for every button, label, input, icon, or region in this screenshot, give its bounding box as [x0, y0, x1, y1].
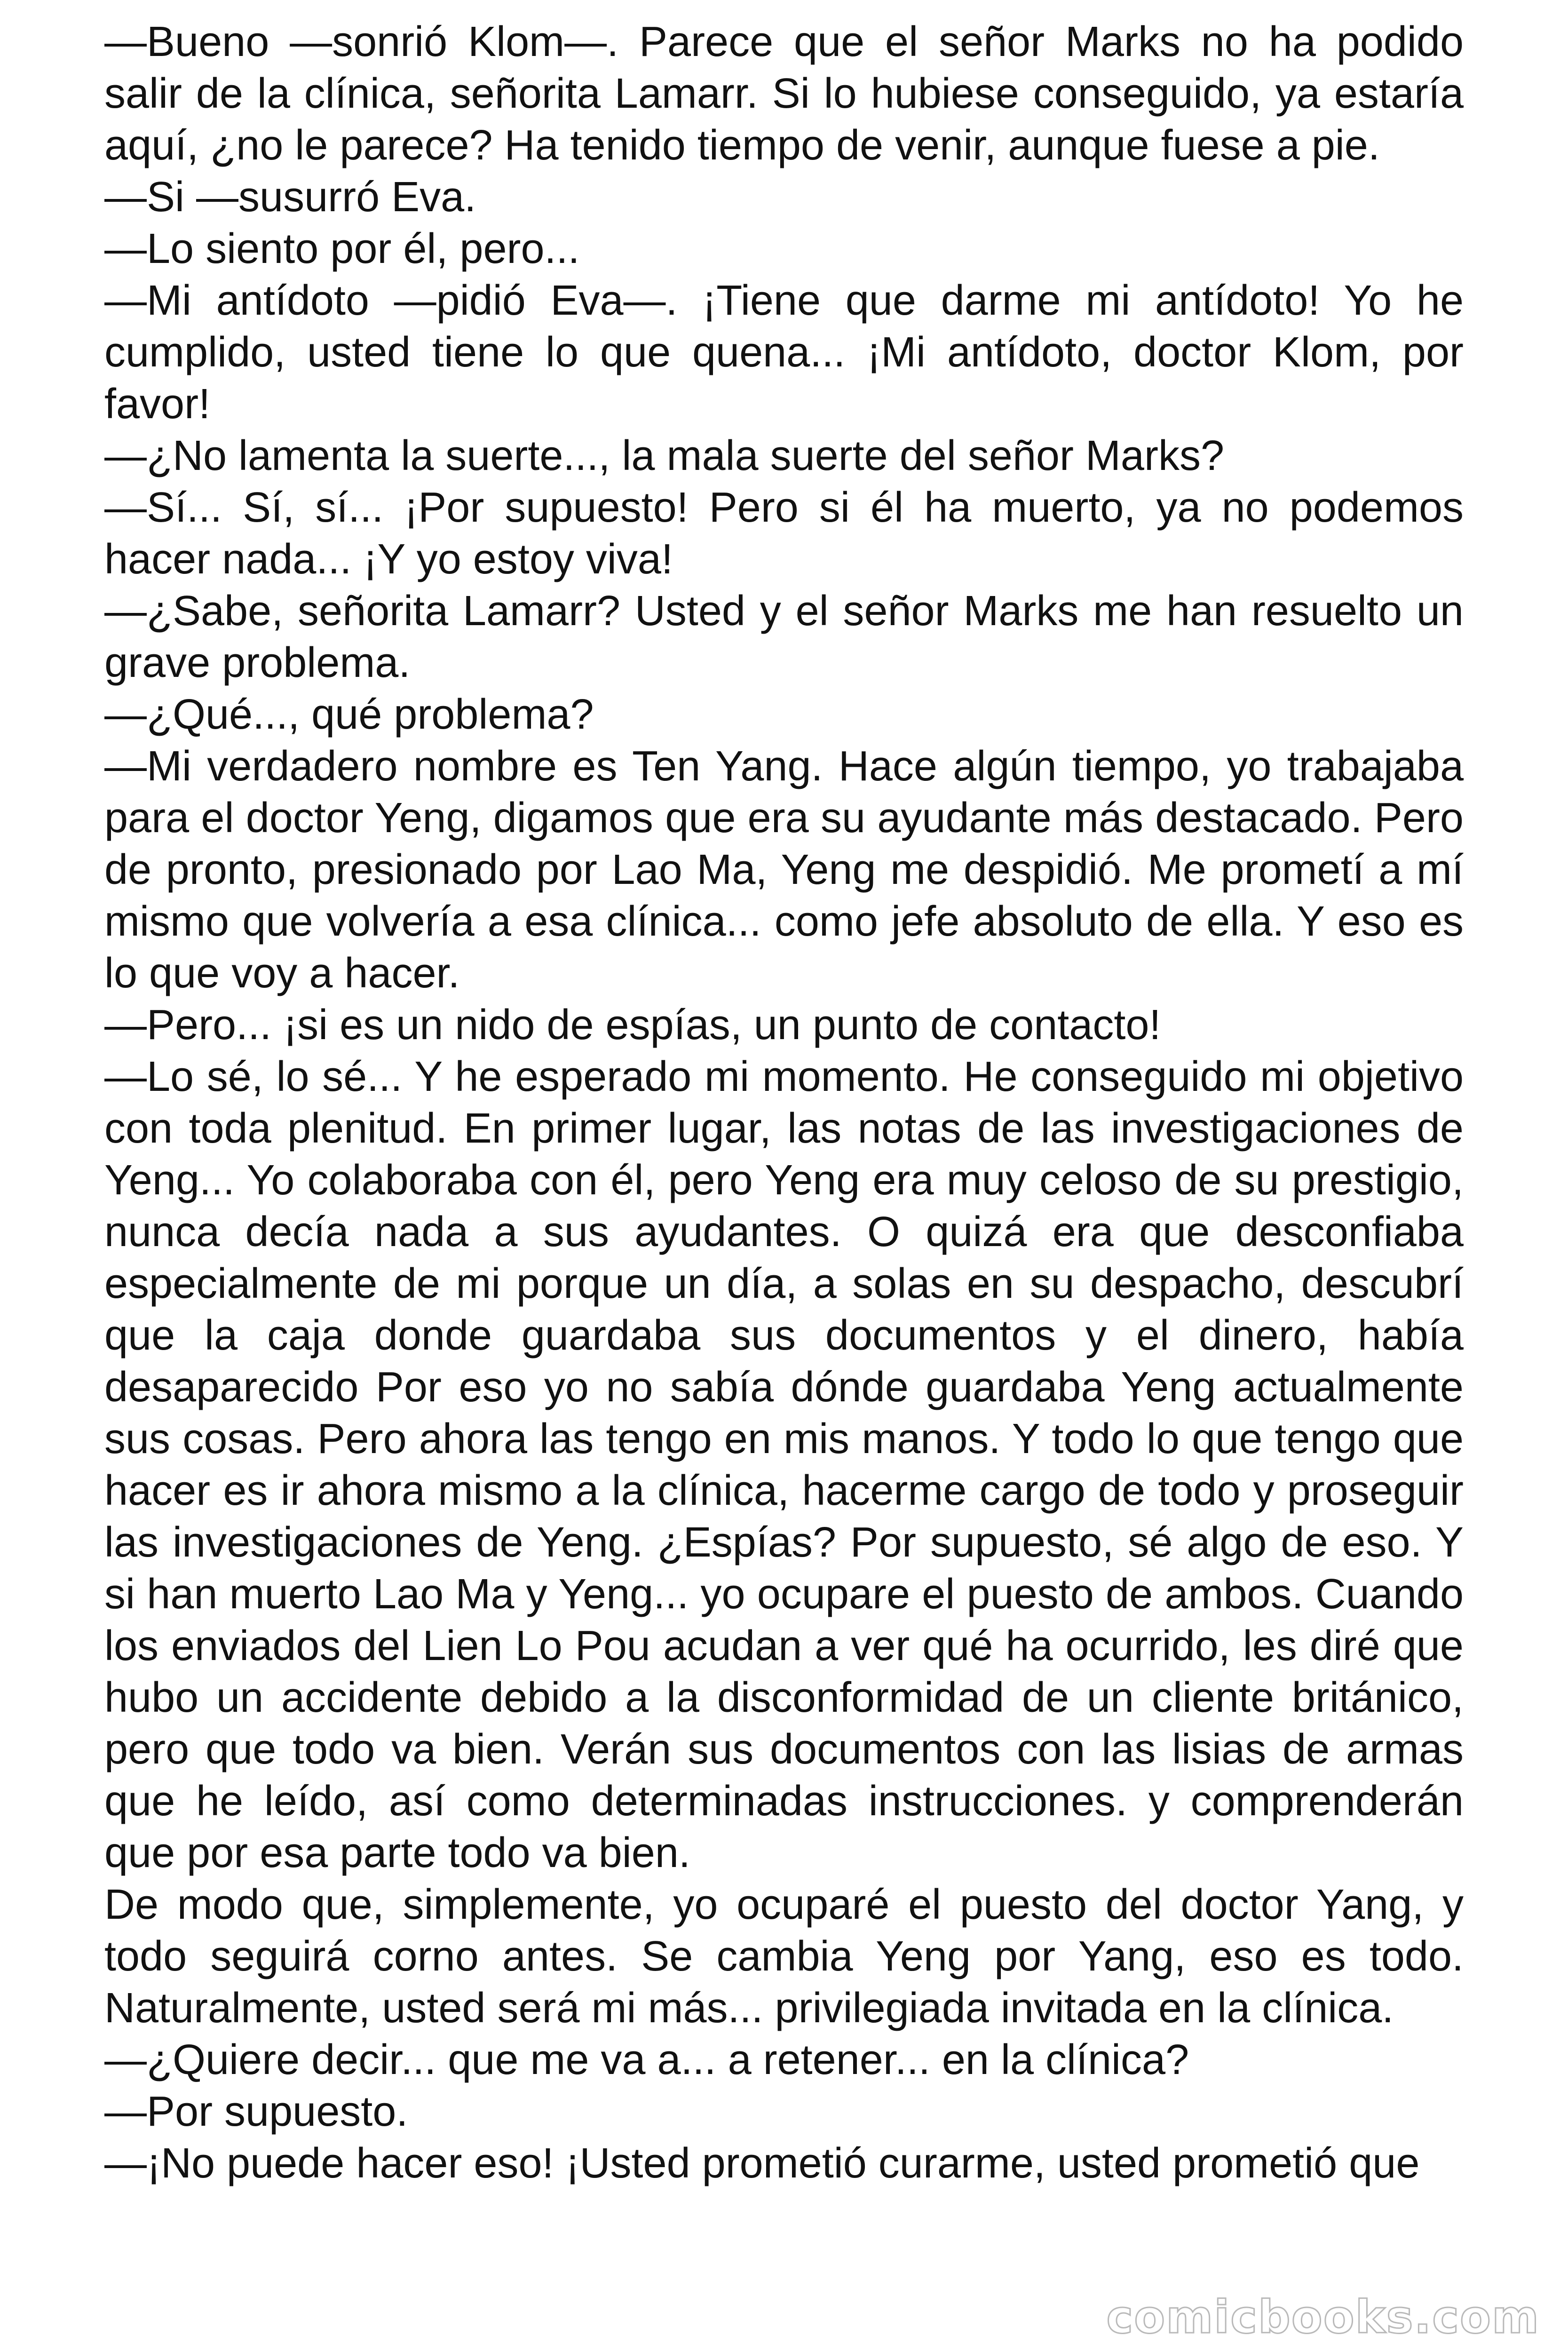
- paragraph: —Sí... Sí, sí... ¡Por supuesto! Pero si él ha muerto, ya no podemos hacer nada... ¡Y yo estoy viva!: [104, 484, 1464, 583]
- paragraph: —Pero... ¡si es un nido de espías, un punto de contacto!: [104, 1001, 1161, 1049]
- paragraph: —Lo siento por él, pero...: [104, 225, 580, 272]
- paragraph: —¿Quiere decir... que me va a... a retener... en la clínica?: [104, 2036, 1189, 2083]
- paragraph: —Por supuesto.: [104, 2088, 408, 2135]
- paragraph: —Bueno —sonrió Klom—. Parece que el señor Marks no ha podido salir de la clínica, señorita Lamarr. Si lo hubiese conseguido, ya estaría aquí, ¿no le parece? Ha tenido tiempo de venir, aunque fuese a pie.: [104, 18, 1464, 169]
- paragraph: —Mi antídoto —pidió Eva—. ¡Tiene que darme mi antídoto! Yo he cumplido, usted tiene lo que quena... ¡Mi antídoto, doctor Klom, por favor!: [104, 277, 1464, 428]
- paragraph: —¡No puede hacer eso! ¡Usted prometió curarme, usted prometió que: [104, 2140, 1420, 2187]
- paragraph: De modo que, simplemente, yo ocuparé el puesto del doctor Yang, y todo seguirá corno antes. Se cambia Yeng por Yang, eso es todo. Naturalmente, usted será mi más... privilegiada invitada en la clínica.: [104, 1881, 1464, 2032]
- paragraph: —¿Sabe, señorita Lamarr? Usted y el señor Marks me han resuelto un grave problema.: [104, 588, 1464, 686]
- paragraph: —¿Qué..., qué problema?: [104, 691, 594, 738]
- text-column: [104, 16, 1464, 2189]
- paragraph: —Lo sé, lo sé... Y he esperado mi momento. He conseguido mi objetivo con toda plenitud. En primer lugar, las notas de las investigaciones de Yeng... Yo colaboraba con él, pero Yeng era muy celoso de su prestigio, nunca decía nada a sus ayudantes. O quizá era que desconfiaba especialmente de mi porque un día, a solas en su despacho, descubrí que la caja donde guardaba sus documentos y el dinero, había desaparecido Por eso yo no sabía dónde guardaba Yeng actualmente sus cosas. Pero ahora las tengo en mis manos. Y todo lo que tengo que hacer es ir ahora mismo a la clínica, hacerme cargo de todo y proseguir las investigaciones de Yeng. ¿Espías? Por supuesto, sé algo de eso. Y si han muerto Lao Ma y Yeng... yo ocupare el puesto de ambos. Cuando los enviados del Lien Lo Pou acudan a ver qué ha ocurrido, les diré que hubo un accidente debido a la disconformidad de un cliente británico, pero que todo va bien. Verán sus documentos con las lisias de armas que he leído, así como determinadas instrucciones. y comprenderán que por esa parte todo va bien.: [104, 1053, 1464, 1876]
- watermark: comicbooks.com: [1106, 2291, 1540, 2344]
- paragraph: —Mi verdadero nombre es Ten Yang. Hace algún tiempo, yo trabajaba para el doctor Yeng, digamos que era su ayudante más destacado. Pero de pronto, presionado por Lao Ma, Yeng me despidió. Me prometí a mí mismo que volvería a esa clínica... como jefe absoluto de ella. Y eso es lo que voy a hacer.: [104, 743, 1464, 997]
- paragraph: —¿No lamenta la suerte..., la mala suerte del señor Marks?: [104, 432, 1225, 479]
- paragraph: —Si —susurró Eva.: [104, 174, 476, 221]
